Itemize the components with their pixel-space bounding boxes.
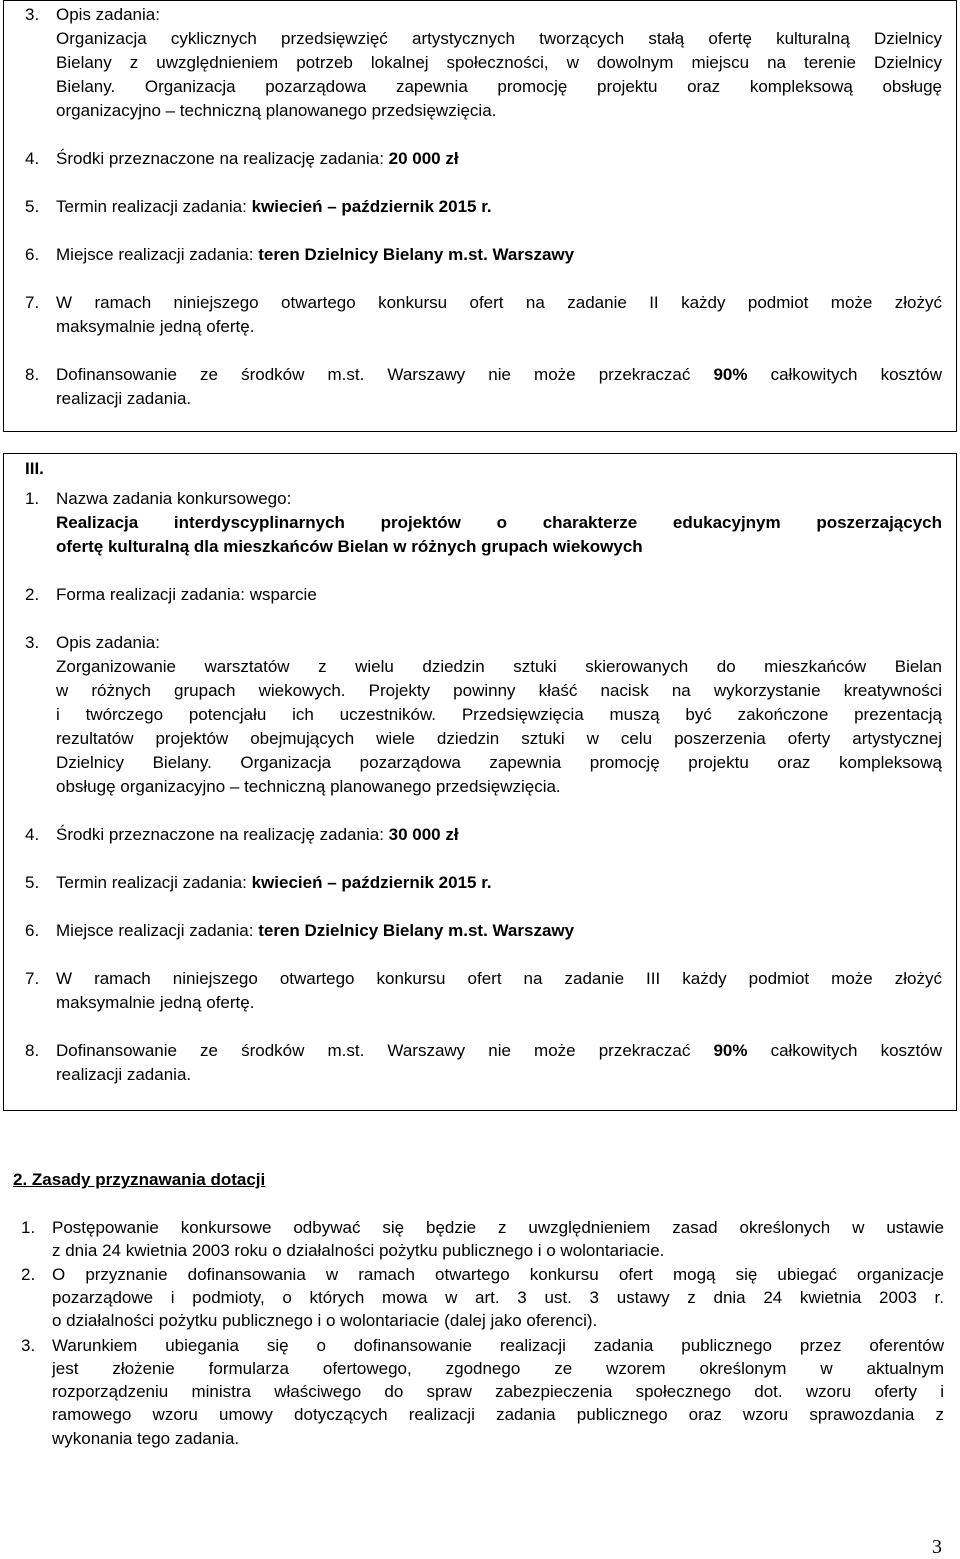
item-3-line: Bielany. Organizacja pozarządowa zapewnia promocję projektu oraz kompleksową obsługę <box>56 77 942 96</box>
section-iii-box: III. 1. Nazwa zadania konkursowego: Realizacja interdyscyplinarnych projektów o charakterze edukacyjnym poszerzających ofertę kulturalną dla mieszkańców Bielan w różnych grupach wiekowych 2. Forma realizacji zadania: wsparcie 3. Opis zadania: Zorganizowanie warsztatów z wielu dziedzin sztuki skierowanych do mieszkańców Bielan w różnych grupach wiekowych. Projekty powinny kłaść nacisk na wykorzystanie kreatywności i twórczego potencjału ich uczestników. Przedsięwzięcia muszą być zakończone prezentacją rezultatów projektów obejmujących wiele dziedzin sztuki w celu poszerzenia oferty artystycznej Dzielnicy Bielany. Organizacja pozarządowa zapewnia promocję projektu oraz kompleksową obsługę organizacyjno – techniczną planowanego przedsięwzięcia. 4. Środki przeznaczone na realizację zadania: 30 000 zł 5. Termin realizacji zadania: kwiecień – październik 2015 r. 6. Miejsce realizacji zadania: teren Dzielnicy Bielany m.st. Warszawy 7. W ramach niniejszego otwartego konkursu ofert na zadanie III każdy podmiot może złożyć maksymalnie jedną ofertę. 8. Dofinansowanie ze środków m.st. Warszawy nie może przekraczać 90% całkowitych kosztów realizacji zadania. <box>3 453 957 1111</box>
place-value: teren Dzielnicy Bielany m.st. Warszawy <box>258 245 575 264</box>
item-3-line: Dzielnicy Bielany. Organizacja pozarządowa zapewnia promocję projektu oraz kompleksową <box>56 753 942 772</box>
item-3-line: obsługę organizacyjno – techniczną planowanego przedsięwzięcia. <box>56 777 561 796</box>
section-ii-box: 3. Opis zadania: Organizacja cyklicznych przedsięwzięć artystycznych tworzących stałą ofertę kulturalną Dzielnicy Bielany z uwzględnieniem potrzeb lokalnej społeczności, w dowolnym miejscu na terenie Dzielnicy Bielany. Organizacja pozarządowa zapewnia promocję projektu oraz kompleksową obsługę organizacyjno – techniczną planowanego przedsięwzięcia. 4. Środki przeznaczone na realizację zadania: 20 000 zł 5. Termin realizacji zadania: kwiecień – październik 2015 r. 6. Miejsce realizacji zadania: teren Dzielnicy Bielany m.st. Warszawy 7. W ramach niniejszego otwartego konkursu ofert na zadanie II każdy podmiot może złożyć maksymalnie jedną ofertę. 8. Dofinansowanie ze środków m.st. Warszawy nie może przekraczać 90% całkowitych kosztów realizacji zadania. <box>3 0 957 432</box>
item-3-label: Opis zadania: <box>56 5 160 24</box>
item-3-line: w różnych grupach wiekowych. Projekty powinny kłaść nacisk na wykorzystanie kreatywności <box>56 681 942 700</box>
task-name: ofertę kulturalną dla mieszkańców Bielan w różnych grupach wiekowych <box>56 537 643 556</box>
item-3-line: organizacyjno – techniczną planowanego przedsięwzięcia. <box>56 101 497 120</box>
page-number: 3 <box>932 1536 942 1558</box>
term-value: kwiecień – październik 2015 r. <box>251 873 492 892</box>
item-3-line: rezultatów projektów obejmujących wiele dziedzin sztuki w celu poszerzenia oferty artystycznej <box>56 729 942 748</box>
task-name: Realizacja interdyscyplinarnych projektów o charakterze edukacyjnym poszerzających <box>56 513 942 532</box>
term-value: kwiecień – październik 2015 r. <box>251 197 492 216</box>
funds-value: 30 000 zł <box>388 825 459 844</box>
place-value: teren Dzielnicy Bielany m.st. Warszawy <box>258 921 575 940</box>
funds-value: 20 000 zł <box>388 149 459 168</box>
item-3-line: Zorganizowanie warsztatów z wielu dziedzin sztuki skierowanych do mieszkańców Bielan <box>56 657 942 676</box>
item-3-line: Organizacja cyklicznych przedsięwzięć artystycznych tworzących stałą ofertę kulturalną Dzielnicy <box>56 29 942 48</box>
item-3-line: Bielany z uwzględnieniem potrzeb lokalnej społeczności, w dowolnym miejscu na terenie Dzielnicy <box>56 53 942 72</box>
item-3-line: i twórczego potencjału ich uczestników. Przedsięwzięcia muszą być zakończone prezentacją <box>56 705 942 724</box>
